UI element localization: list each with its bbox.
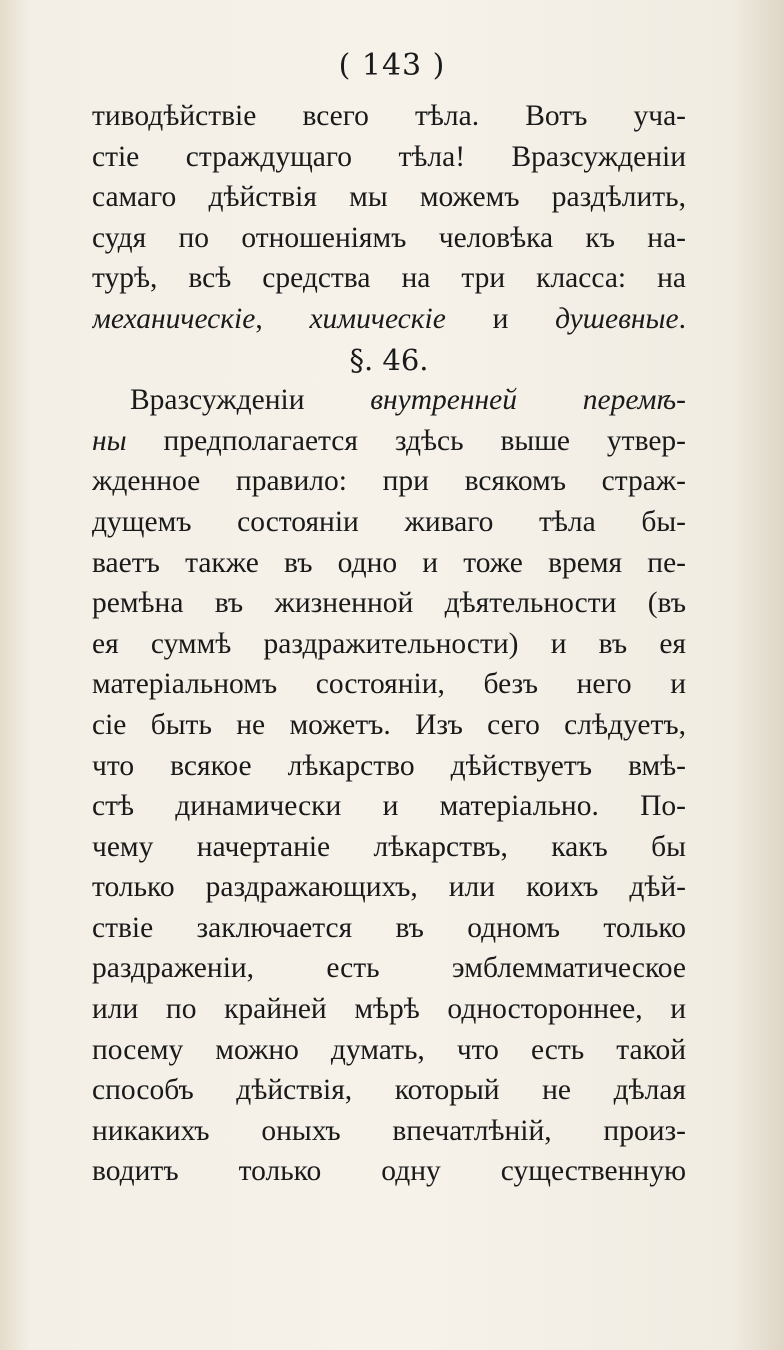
text-line: ваетъ также въ одно и тоже время пе- [92, 546, 686, 579]
text-line: чему начертаніе лѣкарствъ, какъ бы [92, 830, 686, 863]
text-line: Вразсужденіи внутренней перемѣ- [130, 384, 686, 417]
italic-term: механическіе [92, 302, 256, 335]
italic-term: внутренней перемѣ- [370, 384, 686, 417]
text-line: матеріальномъ состояніи, безъ него и [92, 668, 686, 701]
text-line: сіе быть не можетъ. Изъ сего слѣдуетъ, [92, 708, 686, 741]
text-line: судя по отношеніямъ человѣка къ на- [92, 221, 686, 254]
text-line: ремѣна въ жизненной дѣятельности (въ [92, 587, 686, 620]
text-line: раздраженіи, есть эмблемматическое [92, 952, 686, 985]
text-line: водитъ только одну существенную [92, 1155, 686, 1188]
text-line: механическіе, химическіе и душевные. [92, 302, 686, 335]
text-line: стѣ динамически и матеріально. По- [92, 790, 686, 823]
text-line: ствіе заключается въ одномъ только [92, 911, 686, 944]
section-heading: §. 46. [349, 342, 429, 377]
body-text [92, 96, 686, 1192]
text-line: способъ дѣйствія, который не дѣлая [92, 1074, 686, 1107]
italic-term: ны [92, 424, 127, 457]
text-line: турѣ, всѣ средства на три класса: на [92, 262, 686, 295]
text-line: дущемъ состояніи живаго тѣла бы- [92, 505, 686, 538]
text-line: что всякое лѣкарство дѣйствуетъ вмѣ- [92, 749, 686, 782]
text-line: тиводѣйствіе всего тѣла. Вотъ уча- [92, 100, 686, 132]
text-line: только раздражающихъ, или коихъ дѣй- [92, 871, 686, 904]
text-line: самаго дѣйствія мы можемъ раздѣлить, [92, 181, 686, 214]
text-line: никакихъ оныхъ впечатлѣній, произ- [92, 1114, 686, 1147]
text-line: жденное правило: при всякомъ страж- [92, 465, 686, 498]
text-line: или по крайней мѣрѣ одностороннее, и [92, 993, 686, 1026]
text-line: ны предполагается здѣсь выше утвер- [92, 424, 686, 457]
text-line: стіе страждущаго тѣла! Вразсужденіи [92, 140, 686, 173]
italic-term: душевные [555, 302, 679, 335]
page-number: ( 143 ) [338, 48, 446, 83]
text-line: ея суммѣ раздражительности) и въ ея [92, 627, 686, 660]
text-line: посему можно думать, что есть такой [92, 1033, 686, 1066]
italic-term: химическіе [309, 302, 446, 335]
